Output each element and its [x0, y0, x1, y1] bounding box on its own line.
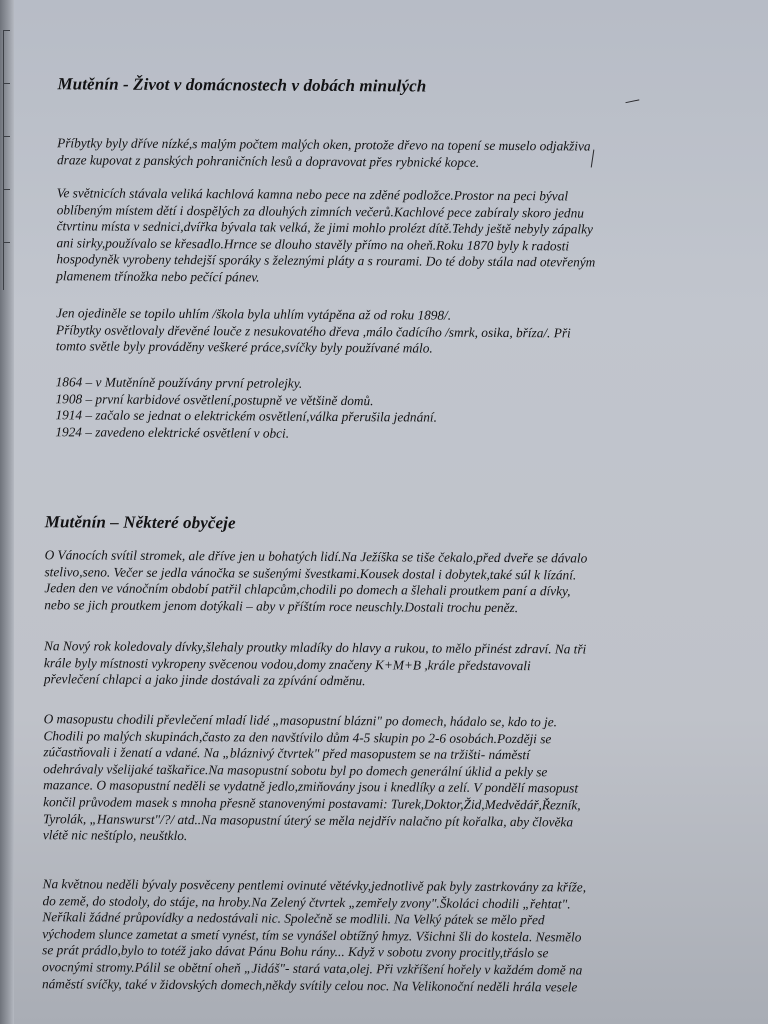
text-line: ani sirky,používalo se křesadlo.Hrnce se dlouho stavěly přímo na oheň.Roku 1870 byly k radosti — [56, 235, 570, 254]
text-line: Jeden den ve vánočním období patřil chlapcům,chodili po domech a šlehali proutkem paní a dívky, — [44, 580, 571, 599]
text-line: ovocnými stromy.Pálil se obětní oheň „Jidáš"- stará vata,olej. Při vzkříšení hořely v každém domě na — [42, 959, 583, 978]
document-page — [8, 0, 768, 1024]
text-line: draze kupovat z panských pohraničních lesů a dopravovat přes rybnické kopce. — [56, 151, 480, 170]
text-line: hospodyněk vyrobeny tehdejší sporáky s železnými pláty a s rourami. Do té doby stála nad otevřeným — [56, 251, 596, 270]
paragraph-dwellings — [57, 135, 689, 172]
paragraph-christmas — [44, 547, 680, 617]
text-line: Ve světnicích stávala veliká kachlová kamna nebo pece na zděné podložce.Prostor na peci býval — [56, 185, 569, 204]
text-line: Na květnou neděli bývaly posvěceny pentlemi ovinuté větévky,jednotlivě pak byly zastrkovány za kříže, — [42, 876, 587, 895]
text-line: zúčastňovali i ženatí a vdané. Na „bláznivý čtvrtek" před masopustem se na tržišti- náměstí — [43, 744, 530, 763]
text-line: východem slunce zametat a smetí vynést, tím se vynášel obtížný hmyz. Všichni šli do kostela. Nesmělo — [42, 925, 582, 945]
binding-marks — [3, 30, 10, 290]
paragraph-easter — [42, 876, 679, 996]
pen-mark — [625, 99, 639, 103]
text-line: se prát prádlo,bylo to totéž jako dávat Pánu Bohu rány... Když v sobotu zvony procitly,třáslo se — [42, 942, 549, 961]
text-line: Příbytky osvětlovaly dřevěné louče z nesukovatého dřeva ,málo čadícího /smrk, osika, bříza/. Při — [55, 321, 571, 341]
lighting-timeline — [55, 374, 687, 444]
paragraph-stoves — [56, 185, 689, 288]
timeline-entry: 1924 – zavedeno elektrické osvětlení v obci. — [55, 424, 290, 441]
text-line: stelivo,seno. Večer se jedla vánočka se sušenými švestkami.Kousek dostal i dobytek,také súl k lízání. — [44, 563, 577, 583]
text-line: Neříkali žádné průpovídky a nedostávali nic. Společně se modlili. Na Velký pátek se mělo před — [42, 909, 545, 928]
text-line: nebo se jich proutkem jenom dotýkali – aby v příštím roce neuschly.Dostali trochu peněz. — [44, 596, 519, 615]
text-line: Tyrolák, „Hanswurst"/?/ atd..Na masopustní úterý se měla nejdřív nalačno pít kořalka, aby člověka — [42, 810, 574, 829]
text-line: tomto světle byly prováděny veškeré práce,svíčky byly používané málo. — [55, 338, 433, 356]
section-title-customs: Mutěnín – Některé obyčeje — [44, 512, 236, 533]
text-line: čtvrtinu místa v sednici,dvířka bývala tak velká, že jimi mohlo prolézt dítě.Tehdy ještě nebyly zápalky — [56, 218, 593, 237]
text-line: převlečení chlapci a jako jinde dostávali za zpívání odměnu. — [43, 671, 366, 689]
text-line: mazance. O masopustní neděli se vydatně jedlo,zmiňovány jsou i knedlíky a zelí. V pondělí masopust — [43, 777, 579, 796]
text-line: plamenem třínožka nebo pečící pánev. — [56, 268, 260, 285]
text-line: oblíbeným místem dětí i dospělých za dlouhých zimních večerů.Kachlové pece zabíraly skoro jednu — [56, 201, 584, 221]
text-line: Chodili po malých skupinách,často za den navštívilo dům 4-5 skupin po 2-6 osobách.Později se — [43, 727, 552, 746]
text-line: krále byly místnosti vykropeny svěcenou vodou,domy značeny K+M+B ,krále představovali — [43, 654, 531, 673]
paragraph-carnival — [43, 711, 680, 848]
timeline-entry: 1914 – začalo se jednat o elektrickém osvětlení,válka přerušila jednání. — [55, 407, 437, 425]
text-line: náměstí svíčky, také v židovských domech,někdy svítily celou noc. Na Velikonoční neděli hrála vesele — [41, 975, 578, 995]
text-line: O masopustu chodili převlečení mladí lidé „masopustní blázni" po domech, hádalo se, kdo to je. — [43, 711, 558, 730]
paragraph-new-year — [44, 638, 680, 692]
text-line: vlétě nic neštíplo, neuštklo. — [42, 827, 188, 844]
text-line: do země, do stodoly, do stáje, na hroby.Na Zelený čtvrtek „zemřely zvony".Školáci chodili „řehtat". — [42, 892, 571, 912]
text-line: Na Nový rok koledovaly dívky,šlehaly proutky mladíky do hlavy a rukou, to mělo přinést zdraví. Na tři — [44, 638, 587, 657]
text-line: Jen ojediněle se topilo uhlím /škola byla uhlím vytápěna až od roku 1898/. — [56, 305, 452, 323]
section-title-household: Mutěnín - Život v domácnostech v dobách minulých — [57, 74, 427, 96]
timeline-entry: 1864 – v Mutěníně používány první petrolejky. — [55, 374, 303, 391]
text-line: O Vánocích svítil stromek, ale dříve jen u bohatých lidí.Na Ježíška se tiše čekalo,před dveře se dávalo — [44, 547, 588, 566]
text-line: odehrávaly všelijaké taškařice.Na masopustní sobotu byl po domech generální úklid a pekly se — [43, 760, 548, 780]
text-line: Příbytky byly dříve nízké,s malým počtem malých oken, protože dřevo na topení se muselo odjakživa — [57, 135, 591, 154]
paragraph-lighting — [56, 305, 688, 359]
timeline-entry: 1908 – první karbidové osvětlení,postupně ve většině domů. — [55, 390, 374, 408]
text-line: končil průvodem masek s mnoha přesně stanovenými postavami: Turek,Doktor,Žid,Medvědář,Řezník, — [43, 794, 581, 813]
